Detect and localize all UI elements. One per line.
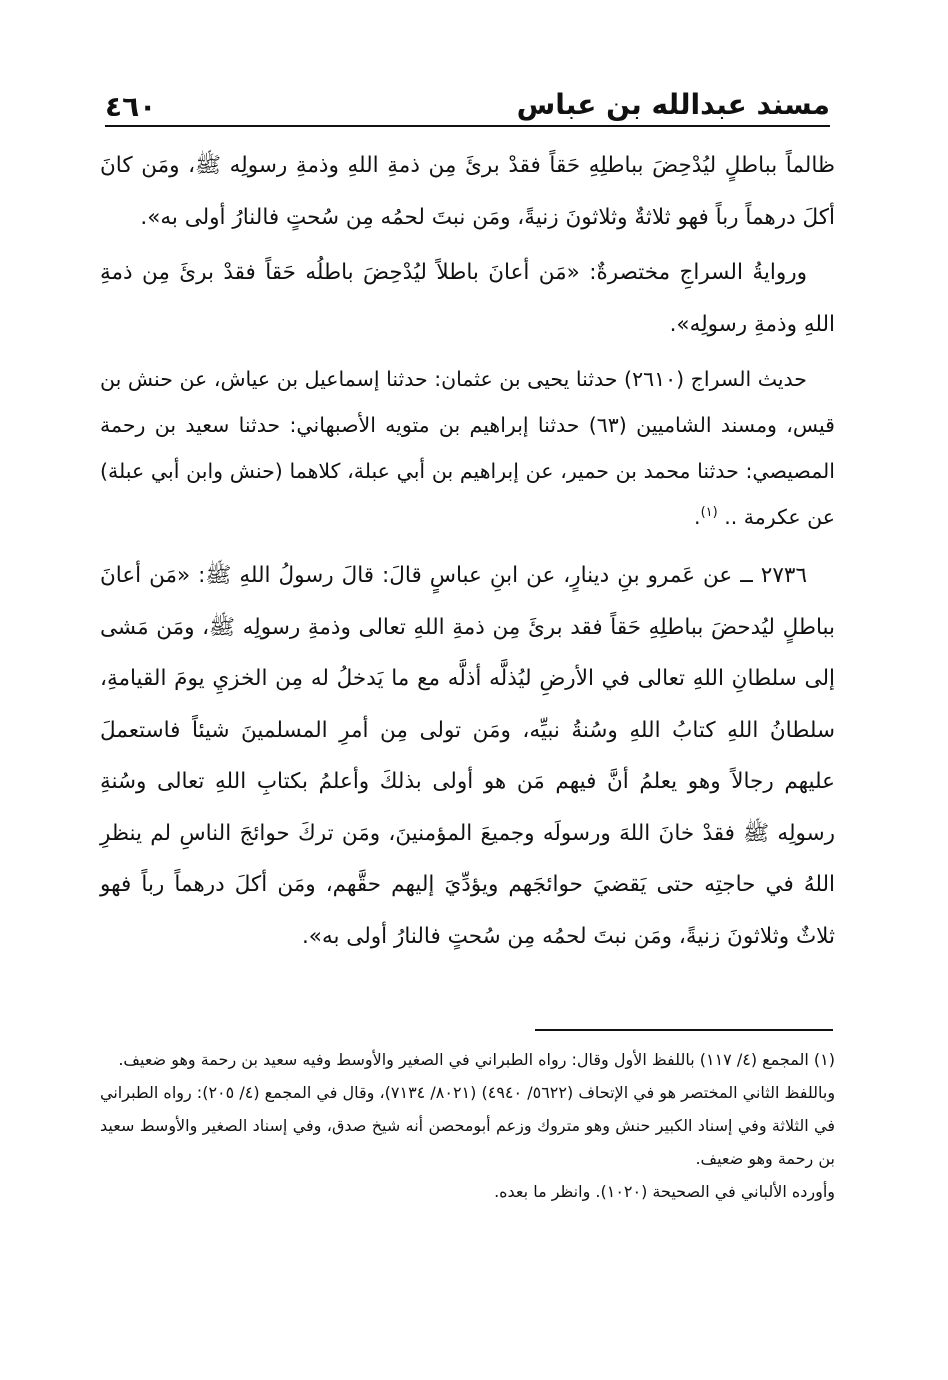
- takhrij-text: حديث السراج (٢٦١٠) حدثنا يحيى بن عثمان: حدثنا إسماعيل بن عياش، عن حنش بن قيس، ومسند الشاميين (٦٣) حدثنا إبراهيم بن متويه الأصبهاني: حدثنا سعيد بن رحمة المصيصي: حدثنا محمد بن حمير، عن إبراهيم بن أبي عبلة، كلاهما (حنش وابن أبي عبلة) عن عكرمة ..: [100, 367, 835, 529]
- header-rule: [105, 125, 830, 127]
- page-header: [105, 78, 830, 130]
- footnote-1: (١) المجمع (٤/ ١١٧) باللفظ الأول وقال: رواه الطبراني في الصغير والأوسط وفيه سعيد بن رحمة وهو ضعيف.: [118, 1050, 835, 1069]
- page-number: ٤٦٠: [105, 90, 157, 123]
- footnote-reference: (١): [700, 505, 718, 521]
- running-title: مسند عبدالله بن عباس: [516, 88, 830, 121]
- paragraph-hadith-2736: ٢٧٣٦ ــ عن عَمرو بنِ دينارٍ، عن ابنِ عباسٍ قالَ: قالَ رسولُ اللهِ ﷺ: «مَن أعانَ بباطلٍ ليُدحضَ بباطلِهِ حَقاً فقد برئَ مِن ذمةِ اللهِ تعالى وذمةِ رسولِه ﷺ، ومَن مَشى إلى سلطانِ اللهِ تعالى في الأرضِ ليُذلَّه أذلَّه مع ما يَدخلُ له مِن الخزيِ يومَ القيامةِ، سلطانُ اللهِ كتابُ اللهِ وسُنةُ نبيِّه، ومَن تولى مِن أمرِ المسلمينَ شيئاً فاستعملَ عليهم رجالاً وهو يعلمُ أنَّ فيهم مَن هو أولى بذلكَ وأعلمُ بكتابِ اللهِ تعالى وسُنةِ رسولِه ﷺ فقدْ خانَ اللهَ ورسولَه وجميعَ المؤمنينَ، ومَن تركَ حوائجَ الناسِ لم ينظرِ اللهُ في حاجتِه حتى يَقضيَ حوائجَهم ويؤدِّيَ إليهم حقَّهم، ومَن أكلَ درهماً رباً فهو ثلاثٌ وثلاثونَ زنيةً، ومَن نبتَ لحمُه مِن سُحتٍ فالنارُ أولى به».: [100, 563, 835, 949]
- footnote-2: وباللفظ الثاني المختصر هو في الإتحاف (٥٦٢٢/ ٤٩٤٠) (٨٠٢١/ ٧١٣٤)، وقال في المجمع (٤/ ٢٠٥): رواه الطبراني في الثلاثة وفي إسناد الكبير حنش وهو متروك وزعم أبومحصن أنه شيخ صدق، وفي إسناد الصغير والأوسط سعيد بن رحمة وهو ضعيف.: [100, 1083, 836, 1168]
- paragraph-siraj-narration: وروايةُ السراجِ مختصرةٌ: «مَن أعانَ باطلاً ليُدْحِضَ باطلُه حَقاً فقدْ برئَ مِن ذمةِ اللهِ وذمةِ رسولِه».: [100, 260, 835, 337]
- footnotes: [100, 1043, 835, 1208]
- paragraph-takhrij: حديث السراج (٢٦١٠) حدثنا يحيى بن عثمان: حدثنا إسماعيل بن عياش، عن حنش بن قيس، ومسند الشاميين (٦٣) حدثنا إبراهيم بن متويه الأصبهاني: حدثنا سعيد بن رحمة المصيصي: حدثنا محمد بن حمير، عن إبراهيم بن أبي عبلة، كلاهما (حنش وابن أبي عبلة) عن عكرمة .. $^{(١)}$.: [100, 367, 835, 529]
- footnote-3: وأورده الألباني في الصحيحة (١٠٢٠). وانظر ما بعده.: [494, 1182, 835, 1201]
- paragraph-continuation: ظالماً بباطلٍ ليُدْحِضَ بباطلِهِ حَقاً فقدْ برئَ مِن ذمةِ اللهِ وذمةِ رسولِه ﷺ، ومَن كانَ أكلَ درهماً رباً فهو ثلاثةٌ وثلاثونَ زنيةً، ومَن نبتَ لحمُه مِن سُحتٍ فالنارُ أولى به».: [100, 153, 835, 230]
- footnote-separator: [535, 1029, 833, 1031]
- main-text: [100, 140, 835, 962]
